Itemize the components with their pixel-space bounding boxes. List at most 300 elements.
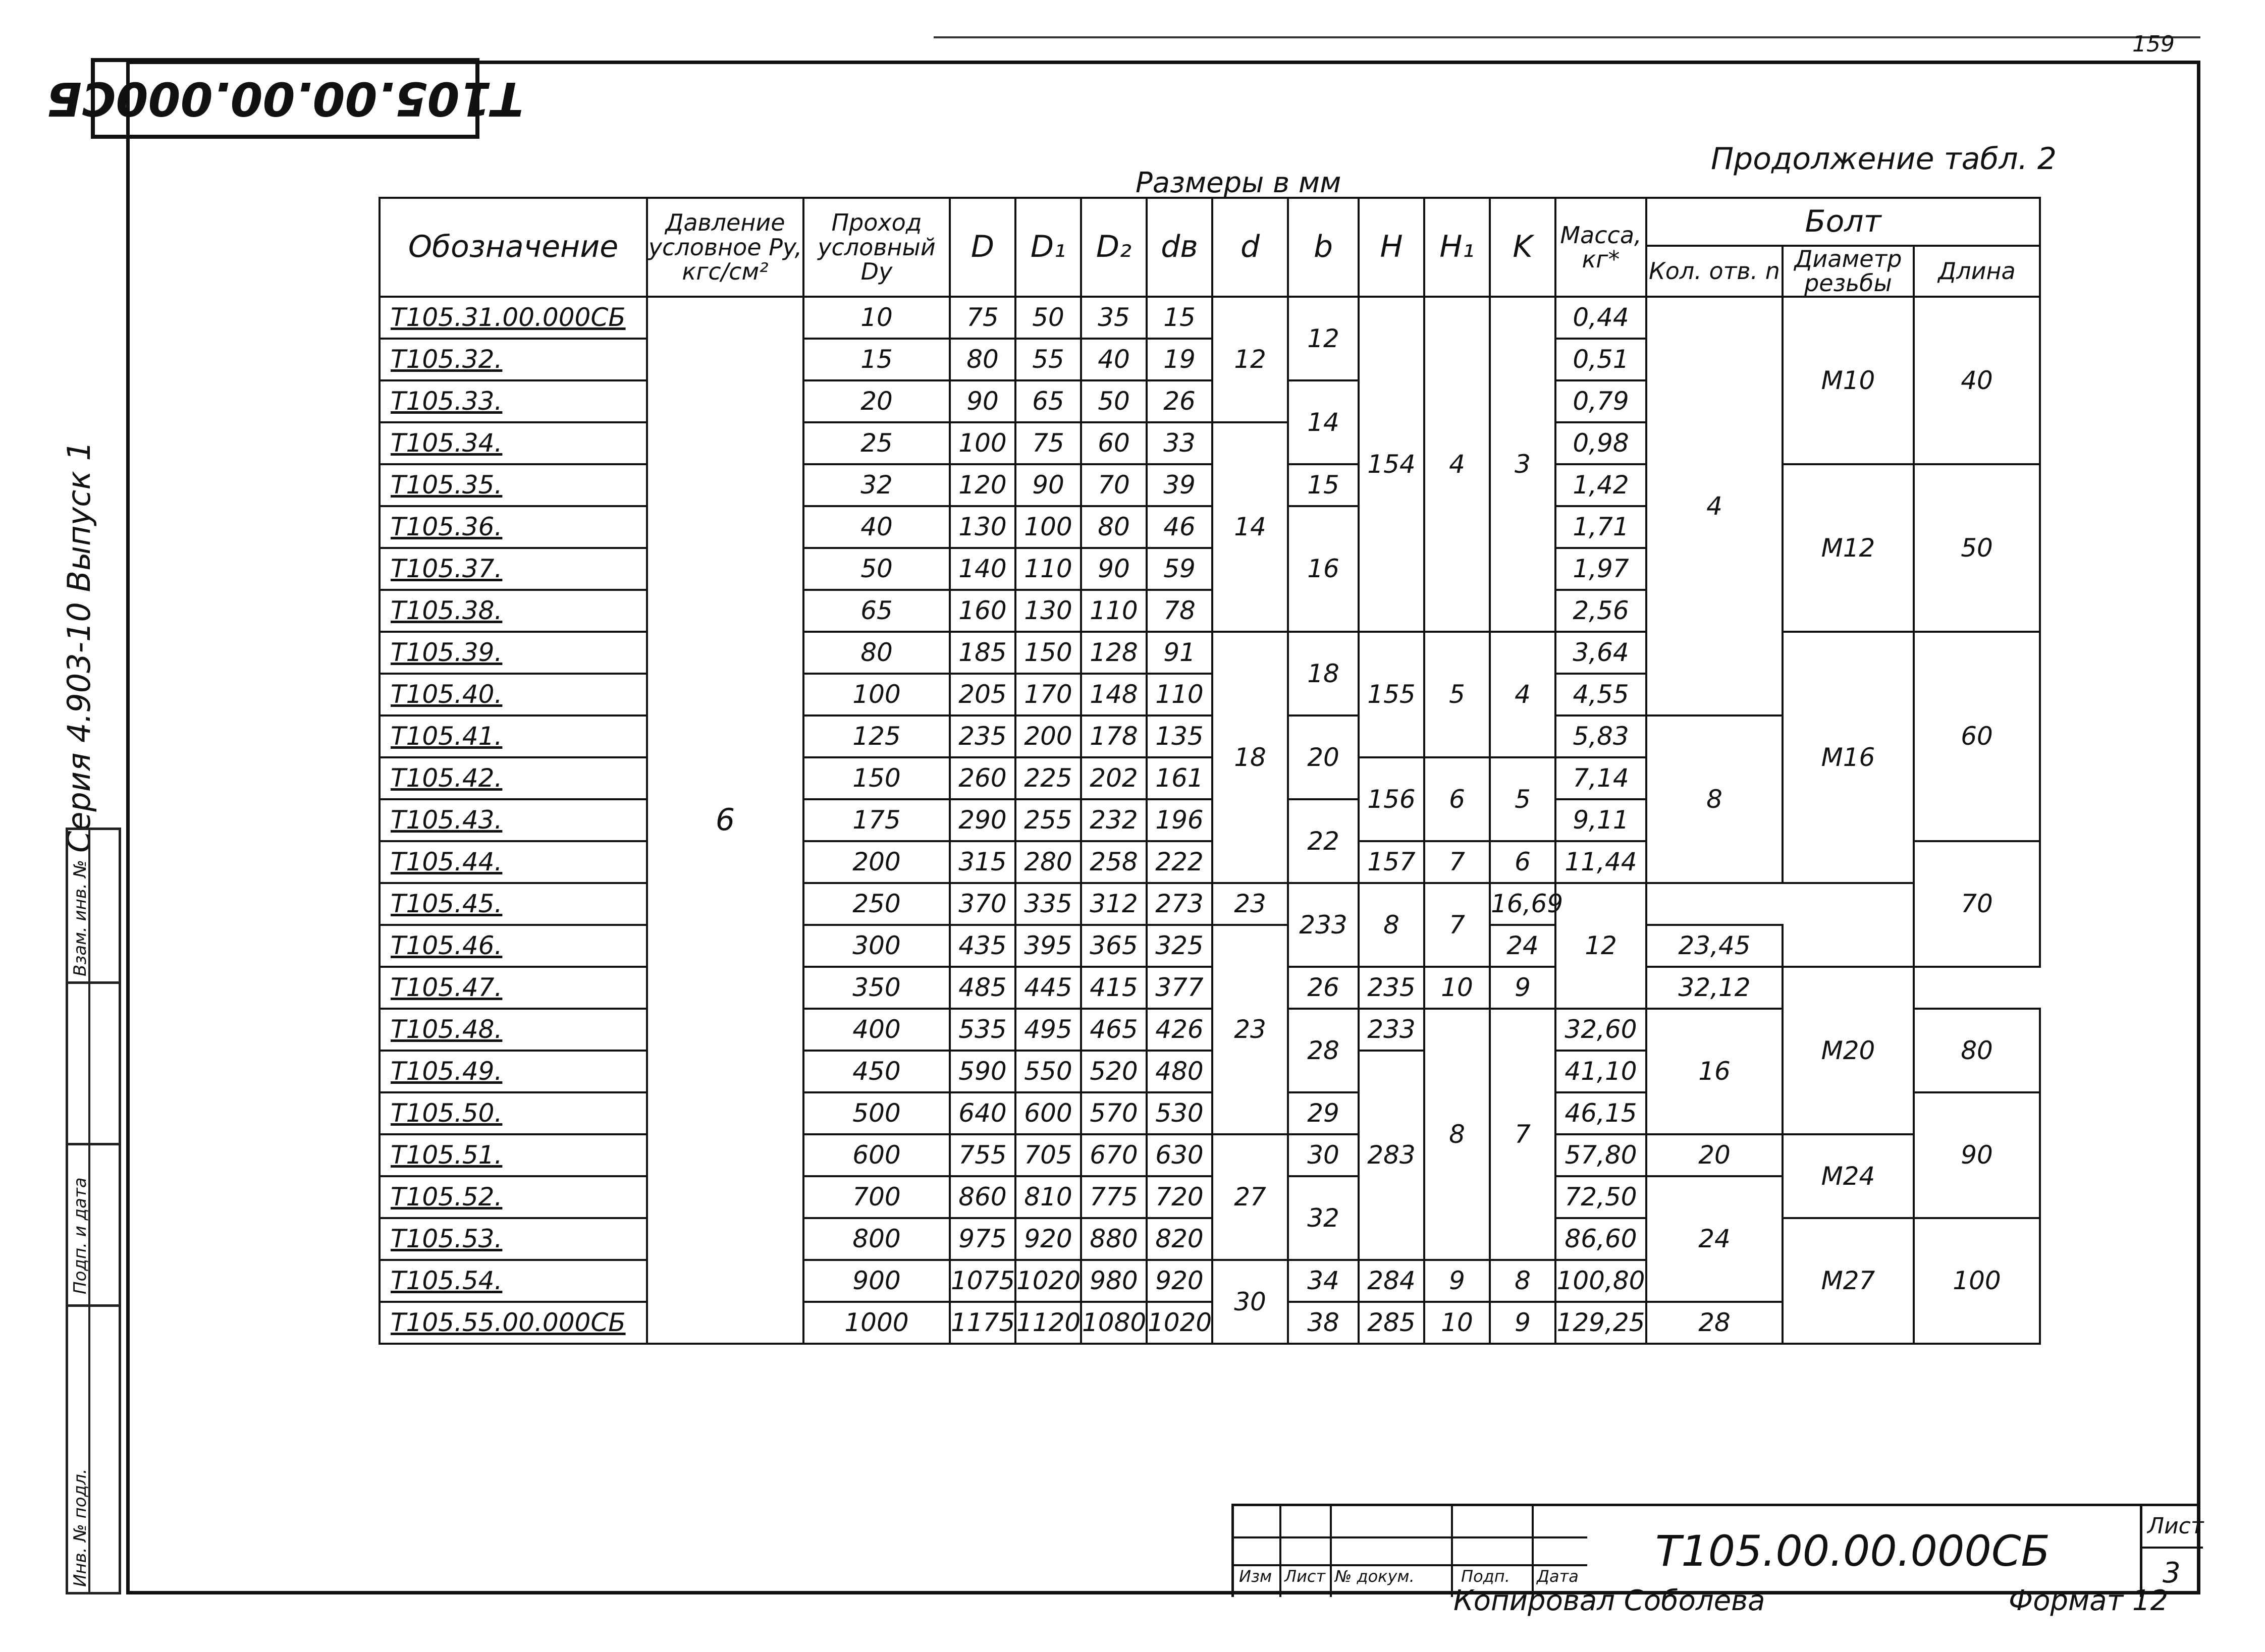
grid-line [1330,1506,1332,1597]
cell-H1: 10 [1424,1302,1490,1344]
cell-bolt-length: 60 [1914,632,2040,841]
header-d: d [1212,198,1288,297]
cell-bolt-thread: М24 [1783,1134,1914,1218]
cell-D2: 80 [1081,506,1147,548]
format-label: Формат 12 [2009,1584,2169,1617]
table-row [380,464,2040,506]
cell-b: 24 [1490,925,1555,967]
cell-D: 435 [950,925,1015,967]
cell-dy: 150 [803,757,950,799]
cell-dy: 175 [803,799,950,841]
cell-D1: 280 [1015,841,1081,883]
cell-D2: 1080 [1081,1302,1147,1344]
cell-D2: 110 [1081,590,1147,632]
cell-H1: 9 [1424,1260,1490,1302]
cell-D2: 980 [1081,1260,1147,1302]
cell-mass: 23,45 [1646,925,1783,967]
cell-D1: 255 [1015,799,1081,841]
cell-designation: Т105.36. [380,506,647,548]
sheet-box [2140,1506,2203,1597]
rev-label-sheet: Лист [1284,1567,1326,1586]
cell-mass: 1,71 [1555,506,1646,548]
left-approval-strip [66,828,121,1594]
cell-dy: 500 [803,1092,950,1134]
rev-label-sign: Подп. [1461,1567,1510,1586]
cell-designation: Т105.33. [380,380,647,422]
cell-H1: 10 [1424,967,1490,1009]
table-row [380,632,2040,674]
header-D: D [950,198,1015,297]
cell-designation: Т105.45. [380,883,647,925]
cell-designation: Т105.38. [380,590,647,632]
cell-d: 18 [1212,632,1288,883]
cell-mass: 16,69 [1490,883,1555,925]
cell-dy: 900 [803,1260,950,1302]
cell-mass: 0,98 [1555,422,1646,464]
cell-dv: 110 [1147,674,1212,715]
cell-pressure: 6 [647,297,803,1344]
cell-H1: 8 [1424,1009,1490,1260]
cell-bolt-length: 90 [1914,1092,2040,1218]
header-D1: D₁ [1015,198,1081,297]
cell-mass: 72,50 [1555,1176,1646,1218]
cell-dy: 80 [803,632,950,674]
cell-D1: 395 [1015,925,1081,967]
continuation-caption: Продолжение табл. 2 [1711,141,2057,177]
cell-H: 233 [1288,883,1359,967]
cell-K: 8 [1490,1260,1555,1302]
cell-D2: 128 [1081,632,1147,674]
cell-designation: Т105.52. [380,1176,647,1218]
sheet-label: Лист [2147,1513,2204,1539]
cell-D: 315 [950,841,1015,883]
cell-D1: 100 [1015,506,1081,548]
cell-d: 30 [1212,1260,1288,1344]
cell-D1: 50 [1015,297,1081,339]
strip-separator [68,1304,119,1307]
cell-D2: 520 [1081,1051,1147,1092]
cell-dy: 40 [803,506,950,548]
cell-mass: 4,55 [1555,674,1646,715]
cell-H: 154 [1359,297,1424,632]
cell-H: 285 [1359,1302,1424,1344]
cell-mass: 32,60 [1555,1009,1646,1051]
cell-dy: 350 [803,967,950,1009]
cell-dv: 530 [1147,1092,1212,1134]
strip-separator [68,981,119,984]
cell-designation: Т105.40. [380,674,647,715]
cell-bolt-count: 8 [1646,715,1783,883]
cell-D1: 200 [1015,715,1081,757]
cell-H: 284 [1359,1260,1424,1302]
cell-bolt-count: 16 [1646,1009,1783,1134]
cell-d: 27 [1212,1134,1288,1260]
cell-D1: 90 [1015,464,1081,506]
cell-dv: 91 [1147,632,1212,674]
cell-mass: 0,79 [1555,380,1646,422]
cell-D2: 40 [1081,339,1147,380]
cell-D1: 1020 [1015,1260,1081,1302]
cell-designation: Т105.39. [380,632,647,674]
cell-D: 205 [950,674,1015,715]
cell-b: 34 [1288,1260,1359,1302]
cell-dy: 250 [803,883,950,925]
cell-dy: 800 [803,1218,950,1260]
cell-D: 640 [950,1092,1015,1134]
document-code: Т105.00.00.000СБ [1655,1526,2051,1576]
cell-bolt-length: 40 [1914,297,2040,464]
cell-D2: 50 [1081,380,1147,422]
rev-label-change: Изм [1239,1567,1272,1586]
cell-D1: 150 [1015,632,1081,674]
table-row [380,883,2040,925]
cell-b: 26 [1288,967,1359,1009]
cell-D1: 920 [1015,1218,1081,1260]
cell-designation: Т105.37. [380,548,647,590]
strip-label: Подп. и дата [70,1177,90,1294]
cell-D: 120 [950,464,1015,506]
cell-dv: 1020 [1147,1302,1212,1344]
cell-designation: Т105.48. [380,1009,647,1051]
cell-designation: Т105.41. [380,715,647,757]
cell-dy: 700 [803,1176,950,1218]
cell-dy: 400 [803,1009,950,1051]
cell-b: 22 [1288,799,1359,883]
cell-mass: 100,80 [1555,1260,1646,1302]
cell-dy: 15 [803,339,950,380]
strip-separator [68,1143,119,1145]
flange-spec-table [379,197,2041,1345]
cell-bolt-thread: М10 [1783,297,1914,464]
header-pressure: Давление условное Py, кгс/см² [647,198,803,297]
cell-mass: 32,12 [1646,967,1783,1009]
cell-b: 20 [1288,715,1359,799]
cell-mass: 1,97 [1555,548,1646,590]
cell-D2: 670 [1081,1134,1147,1176]
cell-D: 590 [950,1051,1015,1092]
cell-d: 14 [1212,422,1288,632]
header-K: K [1490,198,1555,297]
grid-line [1234,1564,1587,1566]
cell-d: 12 [1212,297,1288,422]
cell-D: 160 [950,590,1015,632]
cell-D1: 110 [1015,548,1081,590]
cell-D: 140 [950,548,1015,590]
header-H1: H₁ [1424,198,1490,297]
cell-designation: Т105.54. [380,1260,647,1302]
cell-b: 18 [1288,632,1359,715]
sheet-value: 3 [2163,1557,2181,1589]
cell-bolt-count: 4 [1646,297,1783,715]
cell-D1: 130 [1015,590,1081,632]
cell-mass: 11,44 [1555,841,1646,883]
cell-D: 290 [950,799,1015,841]
header-bolt-thread: Диаметр резьбы [1783,246,1914,297]
cell-dv: 26 [1147,380,1212,422]
cell-D2: 465 [1081,1009,1147,1051]
cell-dy: 65 [803,590,950,632]
cell-designation: Т105.50. [380,1092,647,1134]
cell-dv: 78 [1147,590,1212,632]
revision-grid [1231,1506,1587,1597]
cell-bolt-thread: М27 [1783,1218,1914,1344]
cell-bolt-length: 100 [1914,1218,2040,1344]
header-designation: Обозначение [380,198,647,297]
cell-bolt-thread: М20 [1783,967,1914,1134]
cell-dv: 59 [1147,548,1212,590]
table-row [380,1218,2040,1260]
cell-bolt-count: 12 [1555,883,1646,1009]
header-bolt-length: Длина [1914,246,2040,297]
cell-dy: 450 [803,1051,950,1092]
top-border-line [934,36,2200,38]
cell-K: 7 [1424,883,1490,967]
cell-bolt-count: 20 [1646,1134,1783,1176]
cell-dv: 46 [1147,506,1212,548]
cell-dv: 135 [1147,715,1212,757]
cell-dy: 200 [803,841,950,883]
grid-line [1532,1506,1534,1597]
cell-D1: 445 [1015,967,1081,1009]
cell-dy: 50 [803,548,950,590]
cell-dv: 161 [1147,757,1212,799]
cell-b: 32 [1288,1176,1359,1260]
cell-D1: 225 [1015,757,1081,799]
cell-K: 5 [1490,757,1555,841]
cell-b: 30 [1288,1134,1359,1176]
cell-bolt-count: 28 [1646,1302,1783,1344]
header-passage: Проход условный Dy [803,198,950,297]
cell-dy: 600 [803,1134,950,1176]
cell-dy: 300 [803,925,950,967]
cell-mass: 86,60 [1555,1218,1646,1260]
units-caption: Размеры в мм [1136,167,1341,199]
table-row [380,297,2040,339]
cell-D: 80 [950,339,1015,380]
cell-b: 29 [1288,1092,1359,1134]
cell-D2: 415 [1081,967,1147,1009]
cell-bolt-thread: М12 [1783,464,1914,632]
cell-mass: 41,10 [1555,1051,1646,1092]
cell-designation: Т105.34. [380,422,647,464]
title-block [1231,1504,2204,1597]
rev-label-docno: № докум. [1335,1567,1415,1586]
grid-line [1234,1536,1587,1538]
cell-H: 235 [1359,967,1424,1009]
cell-D1: 65 [1015,380,1081,422]
cell-mass: 46,15 [1555,1092,1646,1134]
cell-D1: 495 [1015,1009,1081,1051]
cell-H1: 5 [1424,632,1490,757]
cell-dv: 377 [1147,967,1212,1009]
cell-dv: 19 [1147,339,1212,380]
cell-dy: 125 [803,715,950,757]
cell-d: 23 [1212,925,1288,1134]
cell-D: 975 [950,1218,1015,1260]
cell-dy: 32 [803,464,950,506]
cell-H1: 7 [1424,841,1490,883]
cell-b: 16 [1288,506,1359,632]
cell-designation: Т105.44. [380,841,647,883]
cell-D2: 880 [1081,1218,1147,1260]
cell-K: 9 [1490,967,1555,1009]
cell-H: 157 [1359,841,1424,883]
cell-dy: 100 [803,674,950,715]
cell-D: 860 [950,1176,1015,1218]
header-bolt: Болт [1646,198,2040,246]
cell-D1: 810 [1015,1176,1081,1218]
cell-bolt-length: 70 [1914,841,2040,967]
table-row [380,925,2040,967]
cell-bolt-length: 80 [1914,1009,2040,1092]
cell-D2: 70 [1081,464,1147,506]
series-label: Серия 4.903-10 Выпуск 1 [61,441,97,853]
cell-D1: 550 [1015,1051,1081,1092]
cell-D1: 600 [1015,1092,1081,1134]
cell-D2: 178 [1081,715,1147,757]
cell-mass: 129,25 [1555,1302,1646,1344]
cell-bolt-length: 50 [1914,464,2040,632]
cell-D1: 705 [1015,1134,1081,1176]
cell-dv: 222 [1147,841,1212,883]
cell-mass: 57,80 [1555,1134,1646,1176]
cell-D2: 202 [1081,757,1147,799]
cell-H1: 4 [1424,297,1490,632]
header-bolt-count: Кол. отв. n [1646,246,1783,297]
cell-dy: 25 [803,422,950,464]
cell-H: 156 [1359,757,1424,841]
cell-D: 185 [950,632,1015,674]
top-sheet-number: 159 [2132,31,2175,57]
cell-dv: 273 [1147,883,1212,925]
cell-mass: 5,83 [1555,715,1646,757]
cell-b: 28 [1288,1009,1359,1092]
cell-b: 14 [1288,380,1359,464]
cell-designation: Т105.46. [380,925,647,967]
cell-dv: 630 [1147,1134,1212,1176]
strip-label: Взам. инв. № [70,860,90,976]
cell-b: 12 [1288,297,1359,380]
cell-H1: 8 [1359,883,1424,967]
cell-dv: 15 [1147,297,1212,339]
cell-mass: 1,42 [1555,464,1646,506]
cell-bolt-thread: М16 [1783,632,1914,883]
cell-designation: Т105.51. [380,1134,647,1176]
cell-K: 9 [1490,1302,1555,1344]
cell-dv: 920 [1147,1260,1212,1302]
cell-D2: 312 [1081,883,1147,925]
cell-D2: 258 [1081,841,1147,883]
cell-D: 235 [950,715,1015,757]
cell-D1: 170 [1015,674,1081,715]
cell-H: 233 [1359,1009,1424,1051]
cell-b: 38 [1288,1302,1359,1344]
cell-mass: 2,56 [1555,590,1646,632]
cell-designation: Т105.43. [380,799,647,841]
cell-b: 23 [1212,883,1288,925]
cell-D: 1075 [950,1260,1015,1302]
cell-designation: Т105.47. [380,967,647,1009]
cell-D: 755 [950,1134,1015,1176]
cell-dv: 325 [1147,925,1212,967]
cell-D: 1175 [950,1302,1015,1344]
cell-D: 100 [950,422,1015,464]
cell-D1: 1120 [1015,1302,1081,1344]
cell-mass: 9,11 [1555,799,1646,841]
cell-dv: 196 [1147,799,1212,841]
cell-designation: Т105.49. [380,1051,647,1092]
cell-dv: 720 [1147,1176,1212,1218]
cell-D: 130 [950,506,1015,548]
cell-D: 485 [950,967,1015,1009]
cell-mass: 7,14 [1555,757,1646,799]
cell-dv: 426 [1147,1009,1212,1051]
table-row [380,1134,2040,1176]
cell-mass: 3,64 [1555,632,1646,674]
cell-mass: 0,44 [1555,297,1646,339]
cell-designation: Т105.31.00.000СБ [380,297,647,339]
copied-by: Копировал Соболева [1453,1584,1765,1617]
grid-line [1279,1506,1281,1597]
cell-D: 75 [950,297,1015,339]
cell-designation: Т105.35. [380,464,647,506]
cell-D2: 365 [1081,925,1147,967]
cell-D1: 55 [1015,339,1081,380]
cell-dy: 20 [803,380,950,422]
cell-K: 4 [1490,632,1555,757]
cell-dv: 480 [1147,1051,1212,1092]
cell-H: 283 [1359,1051,1424,1260]
sheet-box-divider [2142,1547,2203,1549]
cell-designation: Т105.32. [380,339,647,380]
cell-mass: 0,51 [1555,339,1646,380]
cell-D2: 90 [1081,548,1147,590]
strip-label: Инв. № подл. [70,1468,90,1587]
cell-D: 535 [950,1009,1015,1051]
header-D2: D₂ [1081,198,1147,297]
cell-D1: 75 [1015,422,1081,464]
grid-line [1451,1506,1453,1597]
cell-D2: 148 [1081,674,1147,715]
cell-D2: 775 [1081,1176,1147,1218]
header-b: b [1288,198,1359,297]
cell-D2: 35 [1081,297,1147,339]
header-mass: Масса, кг* [1555,198,1646,297]
cell-H: 155 [1359,632,1424,757]
rev-label-date: Дата [1537,1567,1579,1586]
cell-D2: 232 [1081,799,1147,841]
cell-dv: 820 [1147,1218,1212,1260]
cell-K: 3 [1490,297,1555,632]
cell-designation: Т105.53. [380,1218,647,1260]
cell-dy: 10 [803,297,950,339]
cell-D2: 60 [1081,422,1147,464]
cell-D: 370 [950,883,1015,925]
cell-H1: 6 [1424,757,1490,841]
cell-b: 15 [1288,464,1359,506]
cell-D1: 335 [1015,883,1081,925]
cell-bolt-count: 24 [1646,1176,1783,1302]
cell-designation: Т105.55.00.000СБ [380,1302,647,1344]
table-row [380,967,2040,1009]
cell-K: 6 [1490,841,1555,883]
rotated-stamp: Т105.00.00.000СБ [91,58,479,139]
cell-D: 260 [950,757,1015,799]
cell-dy: 1000 [803,1302,950,1344]
cell-dv: 39 [1147,464,1212,506]
cell-dv: 33 [1147,422,1212,464]
header-H: H [1359,198,1424,297]
